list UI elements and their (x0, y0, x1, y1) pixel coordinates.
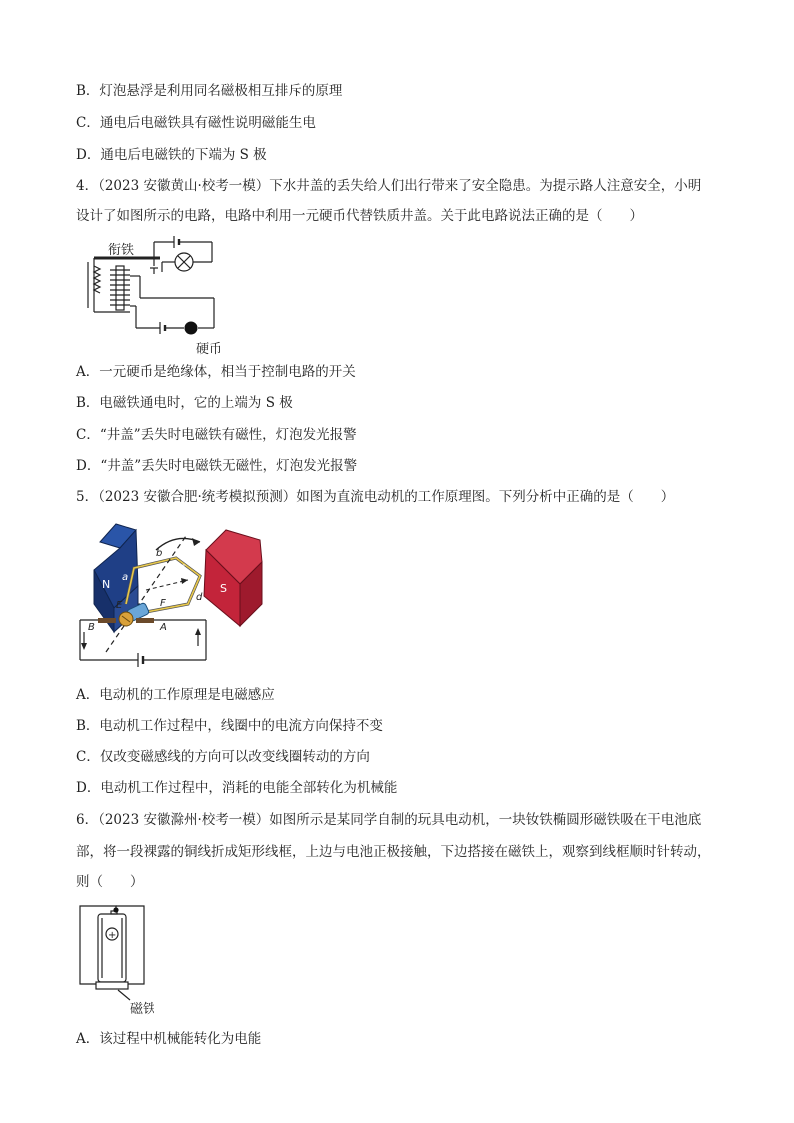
q6-stem-line2: 部，将一段裸露的铜线折成矩形线框，上边与电池正极接触，下边搭接在磁铁上，观察到线框顺时针转动， (76, 844, 711, 860)
label-s: S (220, 582, 227, 595)
q3-option-c: C．通电后电磁铁具有磁性说明磁能生电 (76, 115, 316, 131)
label-b-upper: B (88, 622, 95, 633)
toy-motor-diagram (78, 902, 154, 1018)
q4-stem-line2: 设计了如图所示的电路，电路中利用一元硬币代替铁质井盖。关于此电路说法正确的是（ ） (76, 208, 643, 224)
q5-option-c: C．仅改变磁感线的方向可以改变线圈转动的方向 (76, 749, 370, 765)
q3-option-d: D．通电后电磁铁的下端为 S 极 (76, 147, 267, 163)
q5-stem-line1: 5．（2023 安徽合肥·统考模拟预测）如图为直流电动机的工作原理图。下列分析中正确的是（ ） (76, 489, 675, 505)
q4-option-c: C．“井盖”丢失时电磁铁有磁性，灯泡发光报警 (76, 427, 357, 443)
q4-option-b: B．电磁铁通电时，它的上端为 S 极 (76, 395, 293, 411)
label-b: b (156, 548, 163, 559)
plus-sign: + (108, 930, 117, 941)
q3-option-b: B．灯泡悬浮是利用同名磁极相互排斥的原理 (76, 83, 343, 99)
label-n: N (102, 578, 111, 591)
q6-stem-line3: 则（ ） (76, 874, 144, 890)
label-a-upper: A (160, 622, 167, 633)
relay-circuit-diagram (80, 232, 220, 358)
armature-label: 衔铁 (108, 243, 135, 258)
q6-toy-motor-figure (78, 902, 154, 1018)
q4-option-d: D．“井盖”丢失时电磁铁无磁性，灯泡发光报警 (76, 458, 358, 474)
south-pole-magnet (204, 530, 262, 626)
label-d: d (196, 592, 203, 603)
q4-relay-circuit-figure (80, 232, 220, 358)
q5-option-a: A．电动机的工作原理是电磁感应 (76, 687, 275, 703)
q6-option-a: A．该过程中机械能转化为电能 (76, 1031, 262, 1047)
label-e: E (116, 600, 123, 611)
q4-option-a: A．一元硬币是绝缘体，相当于控制电路的开关 (76, 364, 356, 380)
q6-stem-line1: 6．（2023 安徽滁州·校考一模）如图所示是某同学自制的玩具电动机，一块钕铁椭圆形磁铁吸在干电池底 (76, 812, 702, 828)
coin-label: 硬币 (196, 342, 220, 357)
label-c: c (180, 562, 186, 573)
q5-dc-motor-figure (76, 522, 268, 668)
q4-stem-line1: 4．（2023 安徽黄山·校考一模）下水井盖的丢失给人们出行带来了安全隐患。为提示路人注意安全，小明 (76, 178, 702, 194)
coin-icon (185, 322, 198, 335)
q5-option-b: B．电动机工作过程中，线圈中的电流方向保持不变 (76, 718, 383, 734)
dc-motor-diagram (76, 522, 268, 668)
label-a: a (122, 572, 129, 583)
label-f: F (160, 598, 166, 609)
q5-option-d: D．电动机工作过程中，消耗的电能全部转化为机械能 (76, 780, 398, 796)
magnet-label: 磁铁 (130, 1002, 154, 1017)
